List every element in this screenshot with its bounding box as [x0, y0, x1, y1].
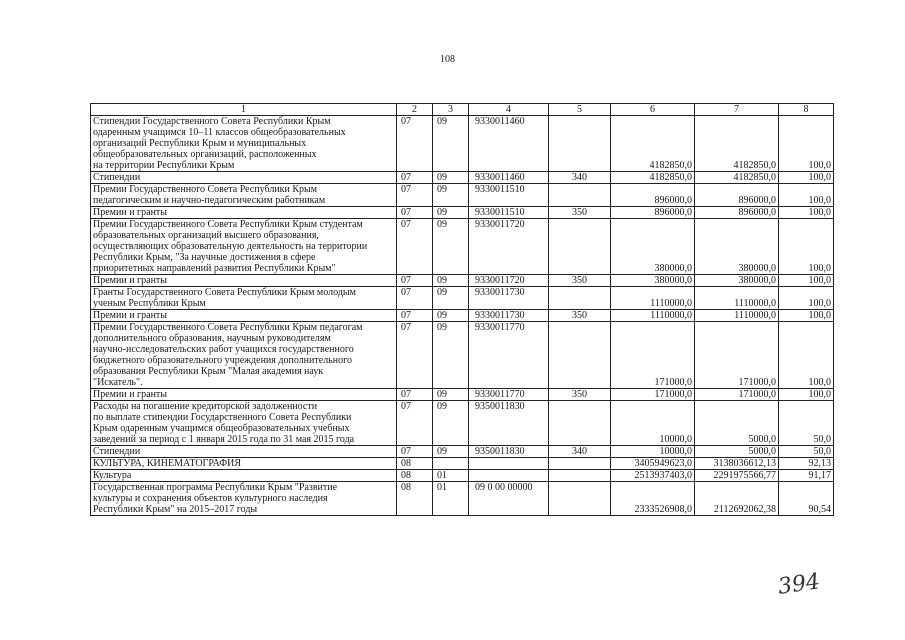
section-code: 07: [397, 275, 433, 287]
section-code: 08: [397, 470, 433, 482]
row-name: Премии Государственного Совета Республики Крым педагогам дополнительного образования, научным руководителям научно-исследовательских работ учащихся государственного бюджетного образовательного учреждения дополнительного образования Республики Крым "Малая академия наук "Искатель".: [91, 322, 397, 389]
subsection-code: 09: [433, 389, 469, 401]
planned-amount: 1110000,0: [611, 310, 695, 322]
table-row: [91, 207, 834, 219]
section-code: 07: [397, 207, 433, 219]
expense-type-code: [549, 184, 611, 207]
target-article-code: 09 0 00 00000: [469, 482, 549, 516]
row-name: Премии и гранты: [91, 275, 397, 287]
row-name: Государственная программа Республики Крым "Развитие культуры и сохранения объектов культурного наследия Республики Крым" на 2015–2017 годы: [91, 482, 397, 516]
target-article-code: 9330011730: [469, 287, 549, 310]
column-header: 7: [695, 104, 779, 116]
column-header: 4: [469, 104, 549, 116]
executed-amount: 4182850,0: [695, 172, 779, 184]
column-header: 2: [397, 104, 433, 116]
row-name: Премии и гранты: [91, 207, 397, 219]
execution-percent: 50,0: [779, 401, 834, 446]
planned-amount: 2333526908,0: [611, 482, 695, 516]
planned-amount: 380000,0: [611, 275, 695, 287]
planned-amount: 896000,0: [611, 207, 695, 219]
planned-amount: 3405949623,0: [611, 458, 695, 470]
section-code: 07: [397, 219, 433, 275]
expense-type-code: [549, 458, 611, 470]
table-row: [91, 389, 834, 401]
table-row: [91, 116, 834, 172]
executed-amount: 380000,0: [695, 219, 779, 275]
section-code: 07: [397, 322, 433, 389]
row-name: КУЛЬТУРА, КИНЕМАТОГРАФИЯ: [91, 458, 397, 470]
expense-type-code: [549, 287, 611, 310]
section-code: 07: [397, 446, 433, 458]
table-row: [91, 482, 834, 516]
executed-amount: 380000,0: [695, 275, 779, 287]
planned-amount: 171000,0: [611, 389, 695, 401]
planned-amount: 380000,0: [611, 219, 695, 275]
executed-amount: 1110000,0: [695, 310, 779, 322]
column-header: 8: [779, 104, 834, 116]
executed-amount: 5000,0: [695, 446, 779, 458]
subsection-code: 01: [433, 470, 469, 482]
table-row: [91, 401, 834, 446]
row-name: Стипендии: [91, 446, 397, 458]
execution-percent: 100,0: [779, 275, 834, 287]
executed-amount: 3138036612,13: [695, 458, 779, 470]
target-article-code: 9330011720: [469, 219, 549, 275]
expense-type-code: 340: [549, 172, 611, 184]
expense-type-code: 350: [549, 389, 611, 401]
planned-amount: 10000,0: [611, 446, 695, 458]
row-name: Стипендии Государственного Совета Республики Крым одаренным учащимся 10–11 классов общеобразовательных организаций Республики Крым и муниципальных общеобразовательных организаций, расположенных на территории Республики Крым: [91, 116, 397, 172]
execution-percent: 100,0: [779, 310, 834, 322]
planned-amount: 4182850,0: [611, 172, 695, 184]
execution-percent: 90,54: [779, 482, 834, 516]
subsection-code: 01: [433, 482, 469, 516]
executed-amount: 171000,0: [695, 389, 779, 401]
planned-amount: 171000,0: [611, 322, 695, 389]
target-article-code: [469, 458, 549, 470]
expense-type-code: [549, 116, 611, 172]
planned-amount: 4182850,0: [611, 116, 695, 172]
table-row: [91, 184, 834, 207]
section-code: 07: [397, 287, 433, 310]
expense-type-code: [549, 482, 611, 516]
table-row: [91, 322, 834, 389]
row-name: Гранты Государственного Совета Республики Крым молодым ученым Республики Крым: [91, 287, 397, 310]
section-code: 07: [397, 310, 433, 322]
executed-amount: 1110000,0: [695, 287, 779, 310]
subsection-code: 09: [433, 172, 469, 184]
section-code: 07: [397, 116, 433, 172]
section-code: 07: [397, 184, 433, 207]
subsection-code: 09: [433, 275, 469, 287]
execution-percent: 100,0: [779, 184, 834, 207]
row-name: Культура: [91, 470, 397, 482]
planned-amount: 896000,0: [611, 184, 695, 207]
table-row: [91, 219, 834, 275]
table-row: [91, 458, 834, 470]
table-row: [91, 310, 834, 322]
table-row: [91, 446, 834, 458]
row-name: Стипендии: [91, 172, 397, 184]
column-header-row: [91, 104, 834, 116]
column-header: 6: [611, 104, 695, 116]
budget-table: [90, 103, 834, 516]
planned-amount: 10000,0: [611, 401, 695, 446]
expense-type-code: [549, 322, 611, 389]
target-article-code: 9350011830: [469, 446, 549, 458]
executed-amount: 171000,0: [695, 322, 779, 389]
section-code: 07: [397, 389, 433, 401]
execution-percent: 100,0: [779, 207, 834, 219]
subsection-code: 09: [433, 310, 469, 322]
section-code: 07: [397, 401, 433, 446]
target-article-code: 9330011720: [469, 275, 549, 287]
planned-amount: 1110000,0: [611, 287, 695, 310]
expense-type-code: [549, 219, 611, 275]
column-header: 1: [91, 104, 397, 116]
subsection-code: 09: [433, 219, 469, 275]
table-row: [91, 287, 834, 310]
subsection-code: 09: [433, 207, 469, 219]
row-name: Расходы на погашение кредиторской задолженности по выплате стипендии Государственного Совета Республики Крым одаренным учащимся общеобразовательных учебных заведений за период с 1 января 2015 года по 31 мая 2015 года: [91, 401, 397, 446]
subsection-code: 09: [433, 116, 469, 172]
expense-type-code: 350: [549, 310, 611, 322]
target-article-code: 9330011510: [469, 184, 549, 207]
target-article-code: 9330011460: [469, 172, 549, 184]
expense-type-code: [549, 401, 611, 446]
execution-percent: 100,0: [779, 389, 834, 401]
table-row: [91, 275, 834, 287]
execution-percent: 92,13: [779, 458, 834, 470]
target-article-code: 9330011770: [469, 389, 549, 401]
subsection-code: 09: [433, 287, 469, 310]
column-header: 5: [549, 104, 611, 116]
row-name: Премии Государственного Совета Республики Крым педагогическим и научно-педагогическим работникам: [91, 184, 397, 207]
page-number: 108: [440, 54, 455, 65]
execution-percent: 100,0: [779, 219, 834, 275]
subsection-code: [433, 458, 469, 470]
table-row: [91, 470, 834, 482]
executed-amount: 896000,0: [695, 207, 779, 219]
section-code: 08: [397, 458, 433, 470]
expense-type-code: [549, 470, 611, 482]
row-name: Премии Государственного Совета Республики Крым студентам образовательных организаций высшего образования, осуществляющих образовательную деятельность на территории Республики Крым, "За научные достижения в сфере приоритетных направлений развития Республики Крым": [91, 219, 397, 275]
target-article-code: 9330011770: [469, 322, 549, 389]
execution-percent: 100,0: [779, 116, 834, 172]
execution-percent: 100,0: [779, 172, 834, 184]
expense-type-code: 340: [549, 446, 611, 458]
execution-percent: 91,17: [779, 470, 834, 482]
target-article-code: 9330011510: [469, 207, 549, 219]
expense-type-code: 350: [549, 207, 611, 219]
row-name: Премии и гранты: [91, 310, 397, 322]
column-header: 3: [433, 104, 469, 116]
subsection-code: 09: [433, 322, 469, 389]
page-stamp: 394: [776, 569, 822, 600]
execution-percent: 50,0: [779, 446, 834, 458]
section-code: 07: [397, 172, 433, 184]
target-article-code: 9350011830: [469, 401, 549, 446]
planned-amount: 2513937403,0: [611, 470, 695, 482]
target-article-code: 9330011460: [469, 116, 549, 172]
target-article-code: [469, 470, 549, 482]
subsection-code: 09: [433, 446, 469, 458]
execution-percent: 100,0: [779, 287, 834, 310]
target-article-code: 9330011730: [469, 310, 549, 322]
executed-amount: 4182850,0: [695, 116, 779, 172]
subsection-code: 09: [433, 401, 469, 446]
section-code: 08: [397, 482, 433, 516]
executed-amount: 2112692062,38: [695, 482, 779, 516]
expense-type-code: 350: [549, 275, 611, 287]
table-row: [91, 172, 834, 184]
executed-amount: 5000,0: [695, 401, 779, 446]
executed-amount: 896000,0: [695, 184, 779, 207]
subsection-code: 09: [433, 184, 469, 207]
execution-percent: 100,0: [779, 322, 834, 389]
executed-amount: 2291975566,77: [695, 470, 779, 482]
row-name: Премии и гранты: [91, 389, 397, 401]
